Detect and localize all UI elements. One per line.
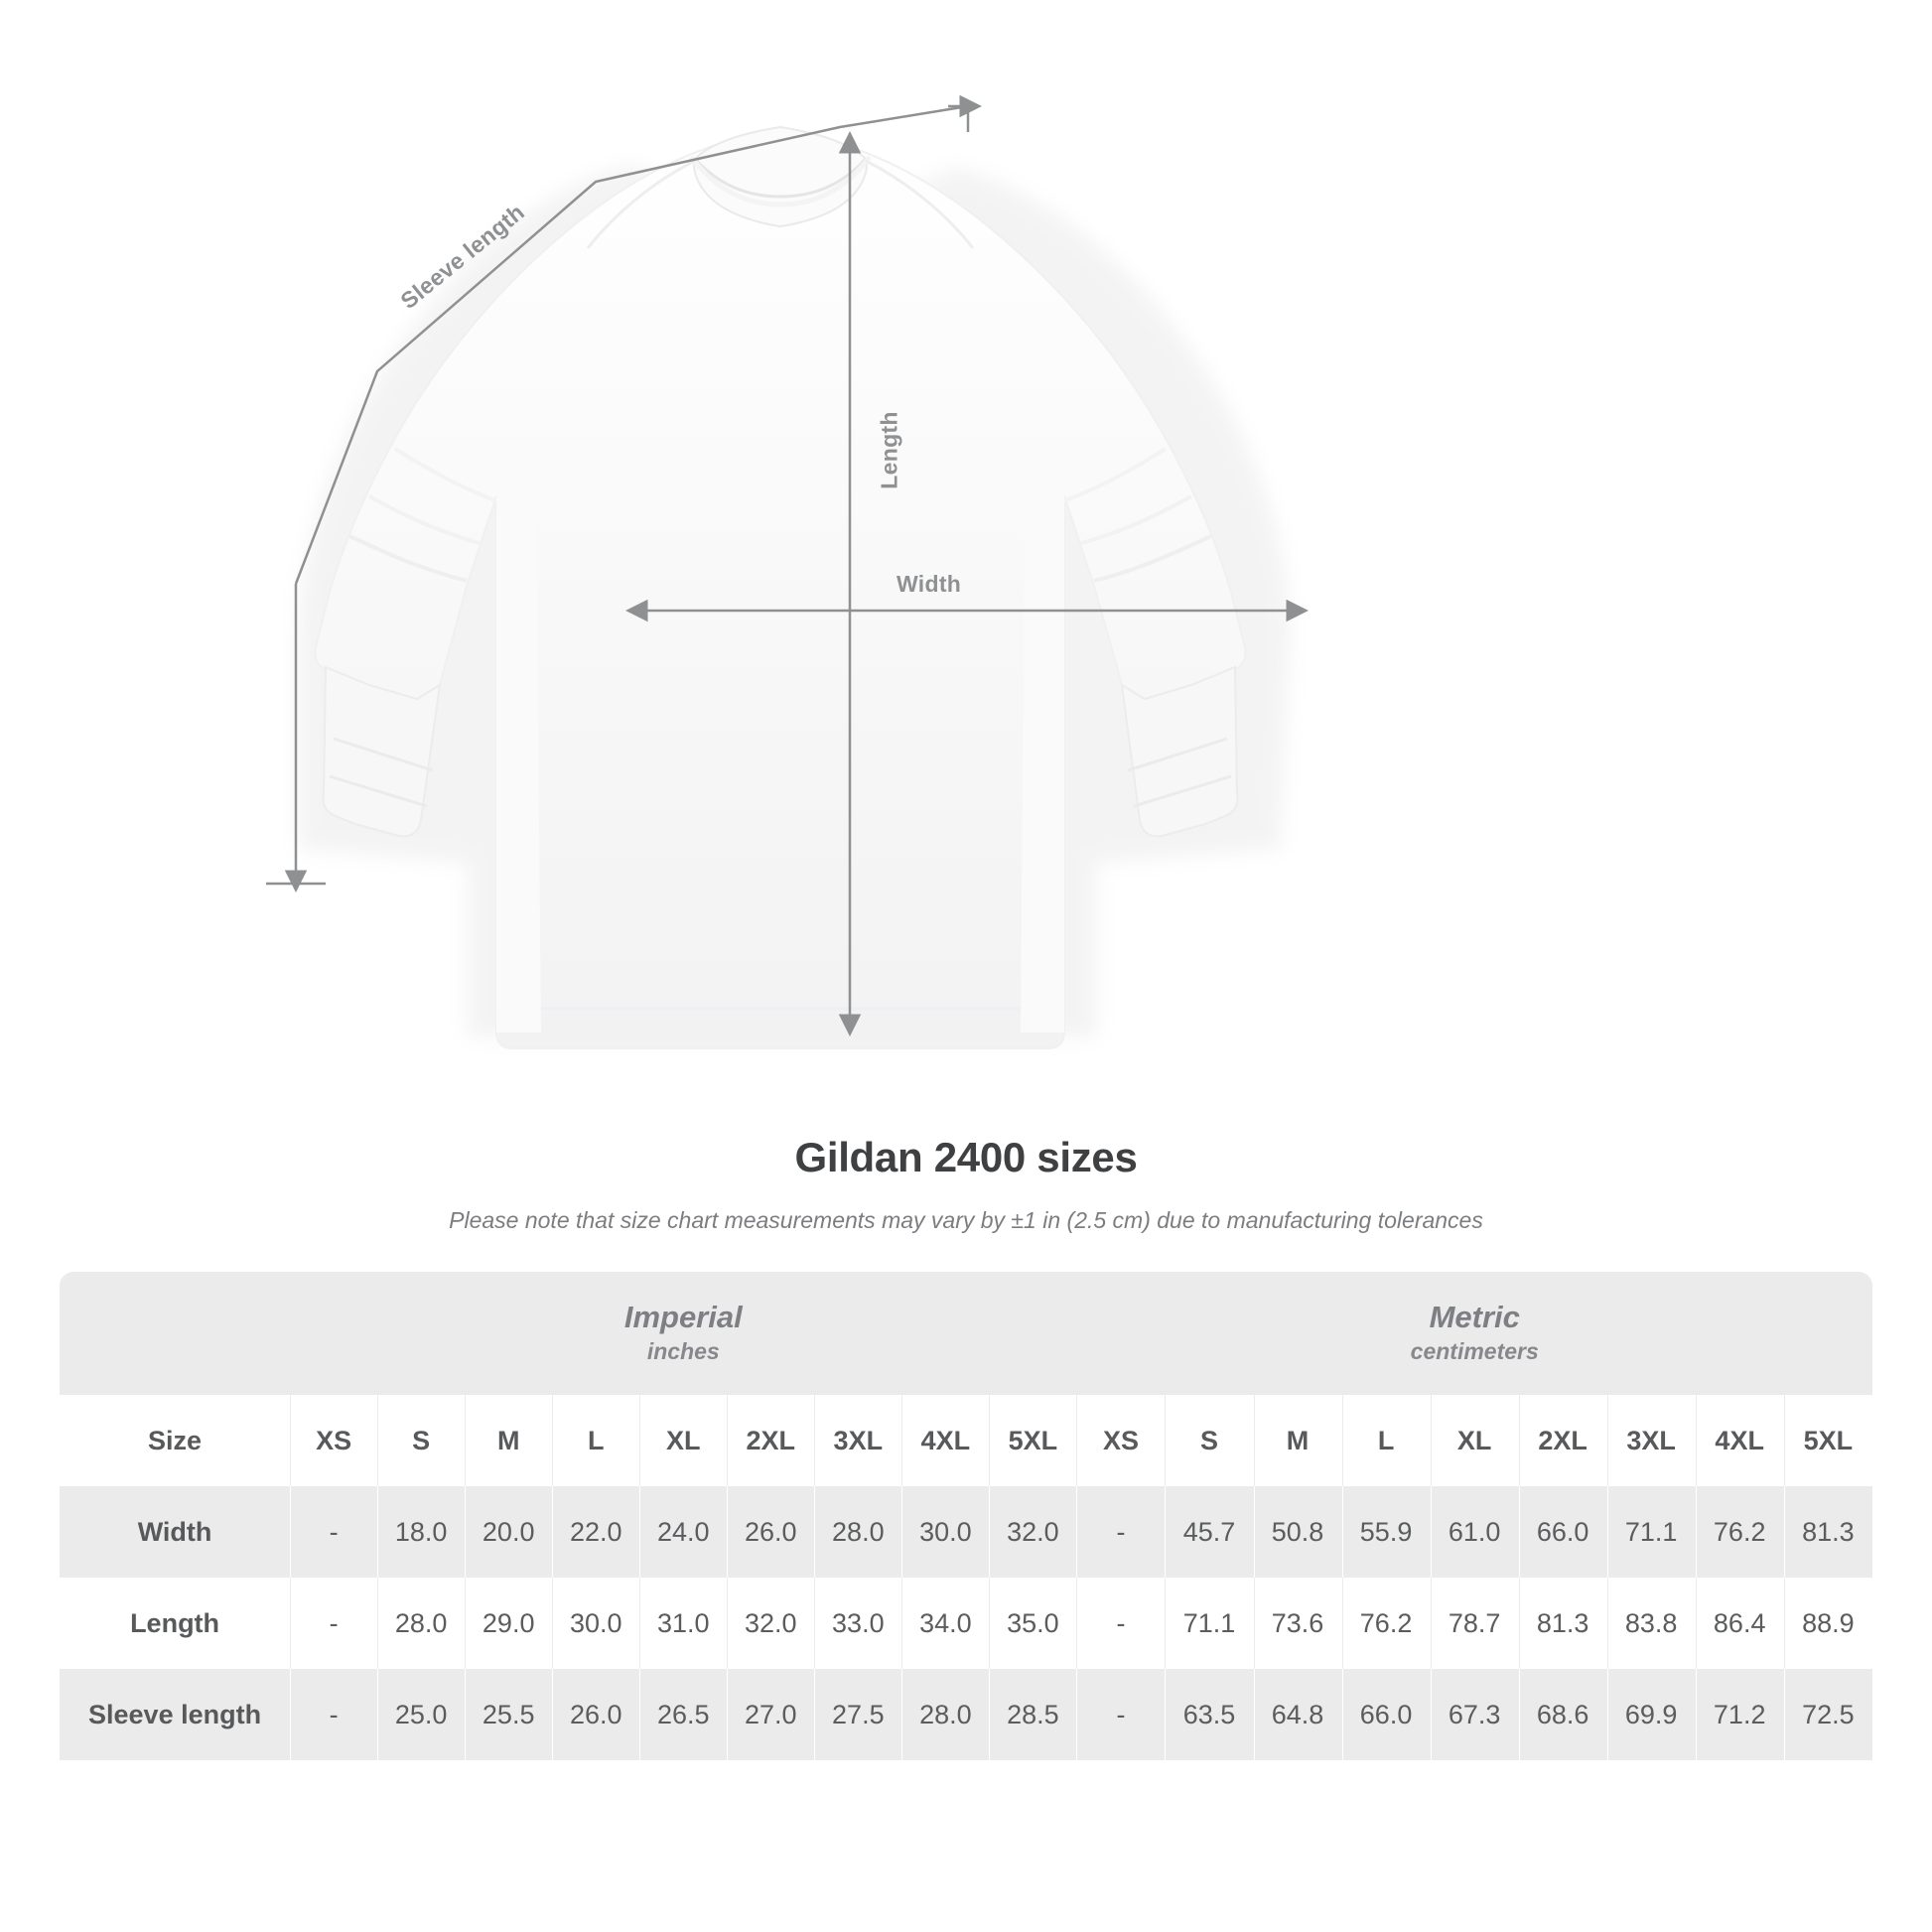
cell-width-metric-xs: -: [1076, 1486, 1165, 1578]
cell-sleeve-length-metric-xs: -: [1076, 1669, 1165, 1760]
group-unit: centimeters: [1410, 1338, 1539, 1365]
table-header-row: [60, 1395, 1872, 1486]
cell-length-metric-xl: 78.7: [1431, 1578, 1519, 1669]
cell-width-imperial-3xl: 28.0: [814, 1486, 901, 1578]
cell-sleeve-length-imperial-5xl: 28.5: [989, 1669, 1076, 1760]
cell-length-metric-2xl: 81.3: [1519, 1578, 1607, 1669]
cell-width-metric-4xl: 76.2: [1696, 1486, 1784, 1578]
cell-length-metric-m: 73.6: [1254, 1578, 1342, 1669]
header-size-2xl-imperial: 2XL: [727, 1395, 814, 1486]
header-size-4xl-imperial: 4XL: [901, 1395, 989, 1486]
cell-sleeve-length-imperial-2xl: 27.0: [727, 1669, 814, 1760]
cell-length-imperial-3xl: 33.0: [814, 1578, 901, 1669]
header-size-xs-metric: XS: [1076, 1395, 1165, 1486]
cell-sleeve-length-imperial-xs: -: [290, 1669, 377, 1760]
cell-length-imperial-m: 29.0: [465, 1578, 552, 1669]
cell-width-metric-m: 50.8: [1254, 1486, 1342, 1578]
table-corner-cell: [60, 1272, 290, 1395]
cell-sleeve-length-metric-s: 63.5: [1165, 1669, 1253, 1760]
cell-width-imperial-m: 20.0: [465, 1486, 552, 1578]
cell-length-imperial-4xl: 34.0: [901, 1578, 989, 1669]
page-title: Gildan 2400 sizes: [794, 1134, 1138, 1180]
cell-width-metric-l: 55.9: [1342, 1486, 1431, 1578]
cell-width-metric-xl: 61.0: [1431, 1486, 1519, 1578]
cell-sleeve-length-metric-4xl: 71.2: [1696, 1669, 1784, 1760]
cell-width-metric-3xl: 71.1: [1607, 1486, 1696, 1578]
size-chart-table: [60, 1272, 1872, 1760]
chart-header: [0, 1134, 1932, 1234]
cell-length-metric-l: 76.2: [1342, 1578, 1431, 1669]
group-unit: inches: [646, 1338, 720, 1365]
header-size-xl-metric: XL: [1431, 1395, 1519, 1486]
width-dimension-label: Width: [897, 571, 962, 597]
cell-sleeve-length-imperial-3xl: 27.5: [814, 1669, 901, 1760]
header-size-s-metric: S: [1165, 1395, 1253, 1486]
header-size-5xl-metric: 5XL: [1784, 1395, 1872, 1486]
sleeve-length-dimension-label: Sleeve length: [395, 199, 530, 315]
header-size-m-imperial: M: [465, 1395, 552, 1486]
cell-sleeve-length-metric-l: 66.0: [1342, 1669, 1431, 1760]
table-group-header-metric: [1076, 1272, 1872, 1395]
group-name: Metric: [1429, 1299, 1520, 1334]
header-size-l-metric: L: [1342, 1395, 1431, 1486]
header-size-xl-imperial: XL: [639, 1395, 727, 1486]
cell-width-imperial-xs: -: [290, 1486, 377, 1578]
cell-length-metric-5xl: 88.9: [1784, 1578, 1872, 1669]
header-size-2xl-metric: 2XL: [1519, 1395, 1607, 1486]
group-name: Imperial: [623, 1299, 743, 1334]
cell-length-imperial-l: 30.0: [552, 1578, 639, 1669]
cell-width-metric-5xl: 81.3: [1784, 1486, 1872, 1578]
cell-sleeve-length-imperial-s: 25.0: [377, 1669, 465, 1760]
cell-sleeve-length-metric-3xl: 69.9: [1607, 1669, 1696, 1760]
cell-length-metric-s: 71.1: [1165, 1578, 1253, 1669]
cell-length-metric-xs: -: [1076, 1578, 1165, 1669]
cell-sleeve-length-metric-xl: 67.3: [1431, 1669, 1519, 1760]
size-table-container: [60, 1272, 1872, 1760]
cell-sleeve-length-metric-2xl: 68.6: [1519, 1669, 1607, 1760]
table-row: [60, 1669, 1872, 1760]
cell-width-imperial-5xl: 32.0: [989, 1486, 1076, 1578]
table-group-header-imperial: [290, 1272, 1076, 1395]
cell-sleeve-length-imperial-m: 25.5: [465, 1669, 552, 1760]
cell-length-metric-4xl: 86.4: [1696, 1578, 1784, 1669]
header-size-label: Size: [60, 1395, 290, 1486]
row-label-sleeve-length: Sleeve length: [60, 1669, 290, 1760]
cell-sleeve-length-metric-5xl: 72.5: [1784, 1669, 1872, 1760]
header-size-3xl-metric: 3XL: [1607, 1395, 1696, 1486]
tolerance-note: Please note that size chart measurements may vary by ±1 in (2.5 cm) due to manufacturing tolerances: [449, 1207, 1483, 1233]
table-row: [60, 1486, 1872, 1578]
table-row: [60, 1578, 1872, 1669]
length-dimension-label: Length: [876, 411, 902, 489]
header-size-4xl-metric: 4XL: [1696, 1395, 1784, 1486]
cell-sleeve-length-imperial-xl: 26.5: [639, 1669, 727, 1760]
cell-length-imperial-2xl: 32.0: [727, 1578, 814, 1669]
cell-length-imperial-s: 28.0: [377, 1578, 465, 1669]
row-label-length: Length: [60, 1578, 290, 1669]
cell-width-imperial-4xl: 30.0: [901, 1486, 989, 1578]
cell-length-metric-3xl: 83.8: [1607, 1578, 1696, 1669]
cell-width-imperial-l: 22.0: [552, 1486, 639, 1578]
cell-width-metric-2xl: 66.0: [1519, 1486, 1607, 1578]
header-size-m-metric: M: [1254, 1395, 1342, 1486]
header-size-3xl-imperial: 3XL: [814, 1395, 901, 1486]
header-size-s-imperial: S: [377, 1395, 465, 1486]
header-size-l-imperial: L: [552, 1395, 639, 1486]
cell-sleeve-length-metric-m: 64.8: [1254, 1669, 1342, 1760]
cell-width-imperial-xl: 24.0: [639, 1486, 727, 1578]
header-size-xs-imperial: XS: [290, 1395, 377, 1486]
table-group-header-row: [60, 1272, 1872, 1395]
cell-width-imperial-2xl: 26.0: [727, 1486, 814, 1578]
cell-sleeve-length-imperial-l: 26.0: [552, 1669, 639, 1760]
cell-width-metric-s: 45.7: [1165, 1486, 1253, 1578]
row-label-width: Width: [60, 1486, 290, 1578]
cell-length-imperial-xs: -: [290, 1578, 377, 1669]
cell-sleeve-length-imperial-4xl: 28.0: [901, 1669, 989, 1760]
cell-length-imperial-xl: 31.0: [639, 1578, 727, 1669]
cell-width-imperial-s: 18.0: [377, 1486, 465, 1578]
cell-length-imperial-5xl: 35.0: [989, 1578, 1076, 1669]
header-size-5xl-imperial: 5XL: [989, 1395, 1076, 1486]
